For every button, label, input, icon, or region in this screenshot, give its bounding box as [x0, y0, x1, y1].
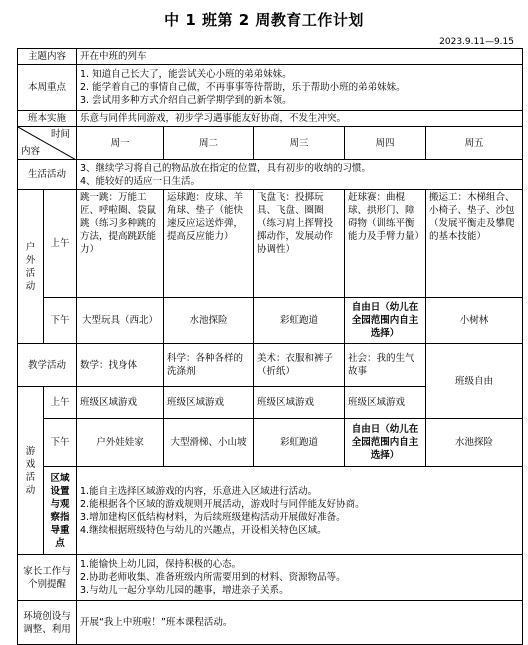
games-am-thursday: 班级区域游戏: [345, 387, 426, 419]
games-pm-wednesday: 彩虹跑道: [254, 419, 345, 467]
life-item: 3、继续学习将自己的物品放在指定的位置，具有初步的收纳的习惯。: [80, 162, 372, 174]
life-row: [18, 160, 523, 190]
outdoor-pm-tuesday: 水池探险: [164, 298, 254, 344]
games-pm-thursday: 自由日（幼儿在全园范围内自主选择）: [345, 419, 426, 467]
teaching-wednesday: 美术：衣服和裤子（折纸）: [254, 344, 345, 387]
header-time: 时间: [51, 129, 71, 140]
day-thursday: 周四: [345, 127, 426, 160]
outdoor-am-friday: 搬运工：木梯组合、小椅子、垫子、沙包（发展平衡走及攀爬的基本技能）: [426, 190, 523, 298]
family-item: 2.协助老师收集、准备班级内所需要用到的材料、资源物品等。: [80, 572, 346, 583]
theme-value: 开在中班的列车: [77, 49, 523, 65]
games-pm-tuesday: 大型滑梯、小山坡: [164, 419, 254, 467]
teaching-row: [18, 344, 523, 387]
teaching-tuesday: 科学：各种各样的洗涤剂: [164, 344, 254, 387]
area-row: [18, 467, 523, 555]
header-row: [18, 127, 523, 160]
class-rules-row: [18, 111, 523, 127]
focus-item: 2. 能学着自己的事情自己做，不再事事等待帮助，乐于帮助小班的弟弟妹妹。: [80, 82, 406, 93]
outdoor-am-tuesday: 运球跑：皮球、羊角球、垫子（能快速反应运送炸弹，提高反应能力）: [164, 190, 254, 298]
outdoor-pm-row: [18, 298, 523, 344]
games-pm-label: 下午: [44, 419, 77, 467]
environment-label: 环境创设与调整、利用: [18, 601, 77, 645]
outdoor-label-text: 户外活动: [25, 241, 36, 292]
class-rules-value: 乐意与同伴共同游戏，初步学习遇事能友好协商，不发生冲突。: [77, 111, 523, 127]
outdoor-am-monday: 跳一跳：万能工匠、呼啦圈、袋鼠跳（练习多种跳的方法，提高跳跃能力）: [77, 190, 164, 298]
games-label-text: 游戏活动: [25, 445, 36, 496]
environment-row: [18, 601, 523, 645]
family-item: 3.与幼儿一起分享幼儿园的趣事，增进亲子关系。: [80, 585, 289, 596]
outdoor-label: [18, 190, 44, 344]
games-am-wednesday: 班级区域游戏: [254, 387, 345, 419]
outdoor-am-thursday: 赶球赛：曲棍球、拱形门、障碍物（训练平衡能力及手臂力量）: [345, 190, 426, 298]
games-am-tuesday: 班级区域游戏: [164, 387, 254, 419]
area-list: [77, 467, 523, 555]
teaching-monday: 数学：找身体: [77, 344, 164, 387]
outdoor-am-wednesday: 飞盘飞：投掷玩具、飞盘、圈圈（练习肩上挥臂投掷动作，发展动作协调性）: [254, 190, 345, 298]
outdoor-pm-label: 下午: [44, 298, 77, 344]
day-monday: 周一: [77, 127, 164, 160]
focus-label: 本周重点: [18, 65, 77, 111]
header-diagonal-cell: [18, 127, 77, 160]
theme-label: 主题内容: [18, 49, 77, 65]
family-row: [18, 555, 523, 601]
header-content: 内容: [21, 146, 41, 157]
outdoor-pm-monday: 大型玩具（西北）: [77, 298, 164, 344]
class-rules-label: 班本实施: [18, 111, 77, 127]
day-friday: 周五: [426, 127, 523, 160]
family-label: 家长工作与个别提醒: [18, 555, 77, 601]
page-title: 中 1 班第 2 周教育工作计划: [164, 11, 364, 29]
outdoor-pm-thursday: 自由日（幼儿在全园范围内自主选择）: [345, 298, 426, 344]
day-tuesday: 周二: [164, 127, 254, 160]
outdoor-pm-wednesday: 彩虹跑道: [254, 298, 345, 344]
life-list: [77, 160, 523, 190]
outdoor-am-row: [18, 190, 523, 298]
focus-item: 1. 知道自己长大了，能尝试关心小班的弟弟妹妹。: [80, 69, 292, 80]
games-am-monday: 班级区域游戏: [77, 387, 164, 419]
teaching-thursday: 社会：我的生气故事: [345, 344, 426, 387]
games-pm-monday: 户外娃娃家: [77, 419, 164, 467]
teaching-friday: 班级自由: [426, 344, 523, 419]
games-pm-friday: 水池探险: [426, 419, 523, 467]
family-item: 1.能愉快上幼儿园，保持积极的心态。: [80, 559, 242, 570]
games-pm-row: [18, 419, 523, 467]
date-range: 2023.9.11—9.15: [439, 37, 514, 47]
environment-value: 开展“我上中班啦！”班本课程活动。: [77, 601, 523, 645]
teaching-label: 教学活动: [18, 344, 77, 387]
games-am-label: 上午: [44, 387, 77, 419]
theme-row: [18, 49, 523, 65]
focus-list: [77, 65, 523, 111]
family-list: [77, 555, 523, 601]
games-label: [18, 387, 44, 555]
area-item: 4.继续根据班级特色与幼儿的兴趣点，开设相关特色区域。: [80, 524, 327, 536]
focus-row: [18, 65, 523, 111]
focus-item: 3. 尝试用多种方式介绍自己新学期学到的新本领。: [80, 95, 292, 106]
area-item: 1.能自主选择区域游戏的内容，乐意进入区域进行活动。: [80, 485, 318, 497]
outdoor-pm-friday: 小树林: [426, 298, 523, 344]
outdoor-am-label: 上午: [44, 190, 77, 298]
area-label: 区域设置与观察指导重点: [44, 467, 77, 555]
life-label: 生活活动: [18, 160, 77, 190]
area-item: 2.能根据各个区域的游戏规则开展活动，游戏时与同伴能友好协商。: [80, 498, 365, 510]
area-item: 3.增加建构区低结构材料，为后续班级建构活动开展做好准备。: [80, 511, 346, 523]
weekly-plan-table: [17, 48, 523, 645]
life-item: 4、能较好的适应一日生活。: [80, 175, 201, 187]
day-wednesday: 周三: [254, 127, 345, 160]
